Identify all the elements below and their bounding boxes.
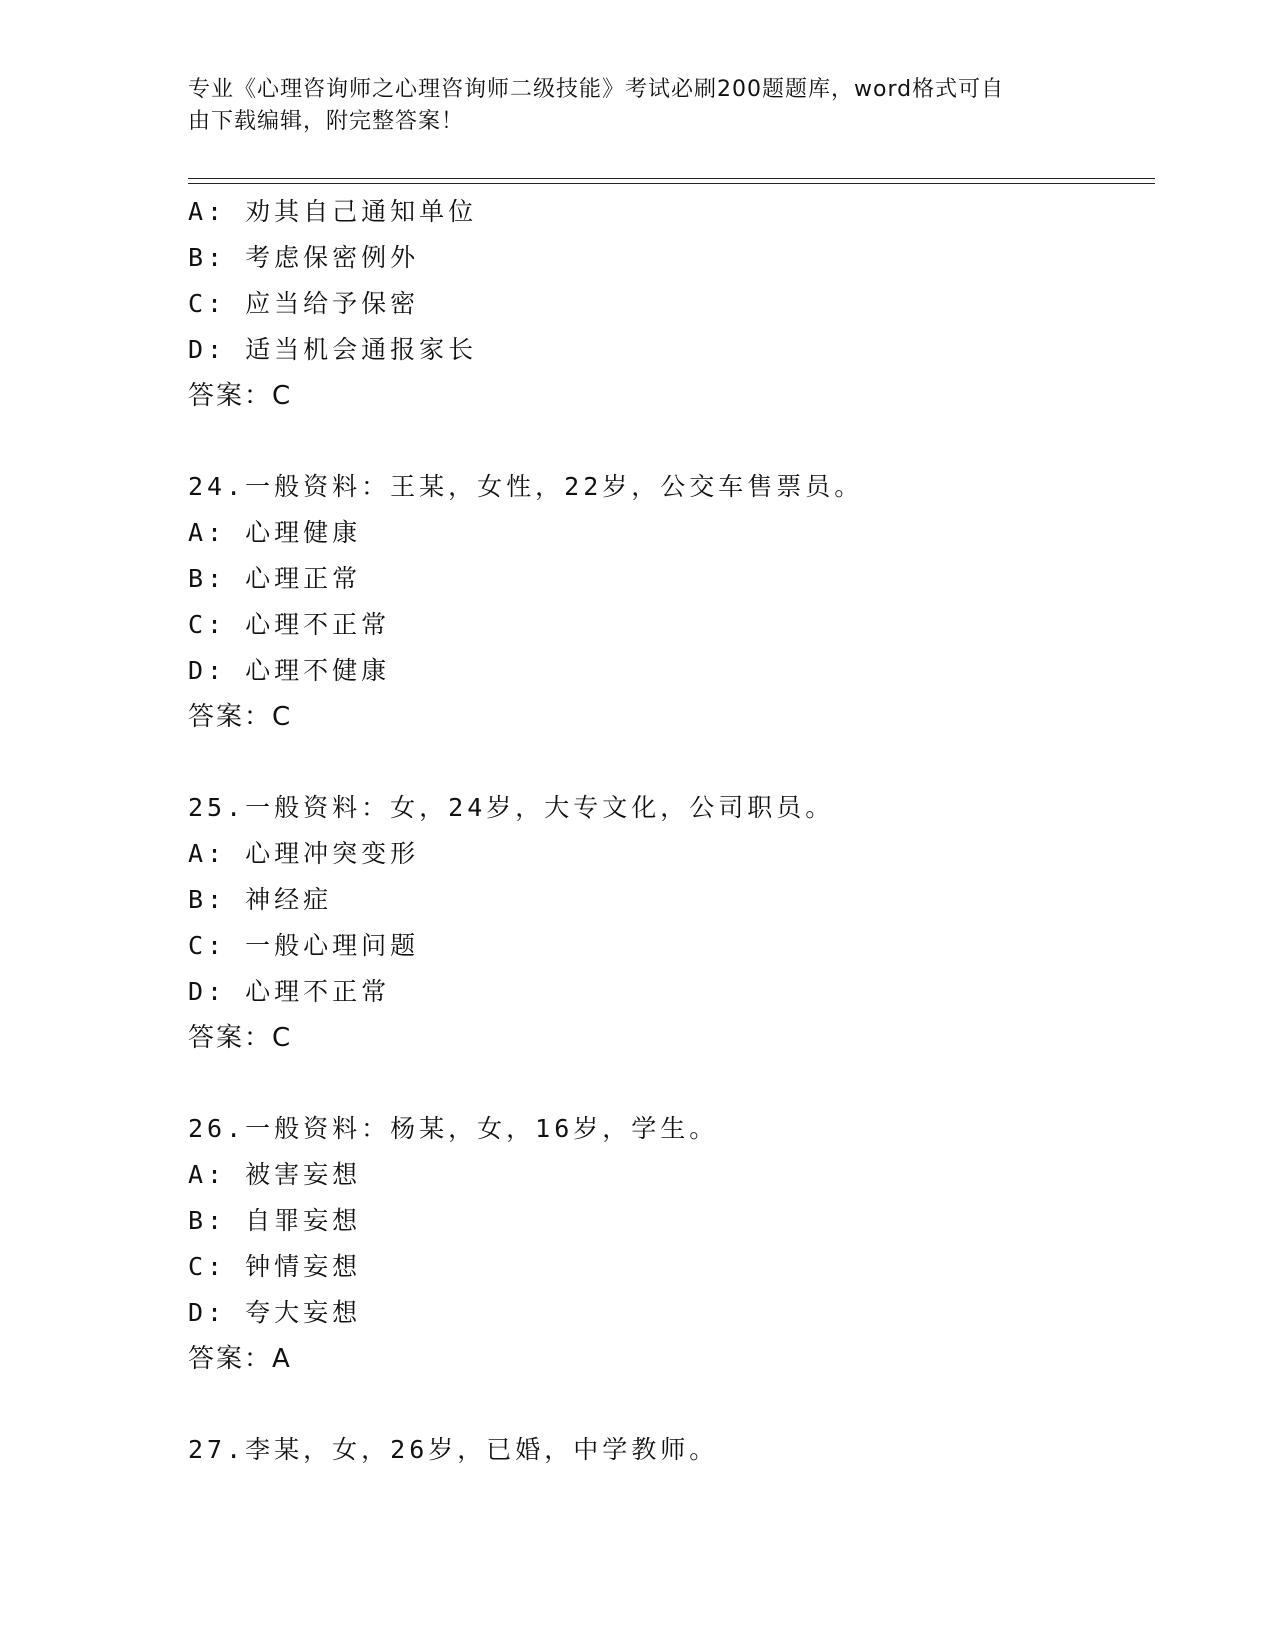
question-26-block bbox=[188, 1106, 1148, 1382]
option-c: C: 一般心理问题 bbox=[188, 931, 420, 960]
option-d: D: 心理不健康 bbox=[188, 656, 391, 685]
question-27-block bbox=[188, 1427, 1148, 1473]
option-a: A: 心理冲突变形 bbox=[188, 839, 420, 868]
question-23-block bbox=[188, 189, 1148, 419]
header-line-1: 专业《心理咨询师之心理咨询师二级技能》考试必刷200题题库，word格式可自 bbox=[188, 77, 1005, 102]
option-b: B: 考虑保密例外 bbox=[188, 243, 420, 272]
question-stem: 27.李某，女，26岁，已婚，中学教师。 bbox=[188, 1435, 719, 1464]
option-d: D: 夸大妄想 bbox=[188, 1298, 362, 1327]
question-gap bbox=[188, 1382, 1148, 1427]
document-header bbox=[188, 74, 1088, 138]
option-b: B: 自罪妄想 bbox=[188, 1206, 362, 1235]
question-24-block bbox=[188, 464, 1148, 740]
header-divider-bottom bbox=[188, 183, 1155, 184]
answer-line: 答案：C bbox=[188, 381, 293, 411]
option-b: B: 心理正常 bbox=[188, 564, 362, 593]
header-divider-top bbox=[188, 178, 1155, 179]
option-d: D: 心理不正常 bbox=[188, 977, 391, 1006]
option-b: B: 神经症 bbox=[188, 885, 333, 914]
question-gap bbox=[188, 1061, 1148, 1106]
answer-line: 答案：C bbox=[188, 702, 293, 732]
option-c: C: 应当给予保密 bbox=[188, 289, 420, 318]
option-c: C: 心理不正常 bbox=[188, 610, 391, 639]
question-stem: 24.一般资料：王某，女性，22岁，公交车售票员。 bbox=[188, 472, 864, 501]
option-d: D: 适当机会通报家长 bbox=[188, 335, 478, 364]
answer-line: 答案：A bbox=[188, 1344, 292, 1374]
question-25-block bbox=[188, 785, 1148, 1061]
option-a: A: 被害妄想 bbox=[188, 1160, 362, 1189]
question-gap bbox=[188, 740, 1148, 785]
question-stem: 25.一般资料：女，24岁，大专文化，公司职员。 bbox=[188, 793, 835, 822]
answer-line: 答案：C bbox=[188, 1023, 293, 1053]
option-a: A: 心理健康 bbox=[188, 518, 362, 547]
question-gap bbox=[188, 419, 1148, 464]
option-a: A: 劝其自己通知单位 bbox=[188, 197, 478, 226]
header-line-2: 由下载编辑，附完整答案！ bbox=[188, 109, 465, 134]
question-list bbox=[188, 189, 1148, 1473]
option-c: C: 钟情妄想 bbox=[188, 1252, 362, 1281]
question-stem: 26.一般资料：杨某，女，16岁，学生。 bbox=[188, 1114, 719, 1143]
